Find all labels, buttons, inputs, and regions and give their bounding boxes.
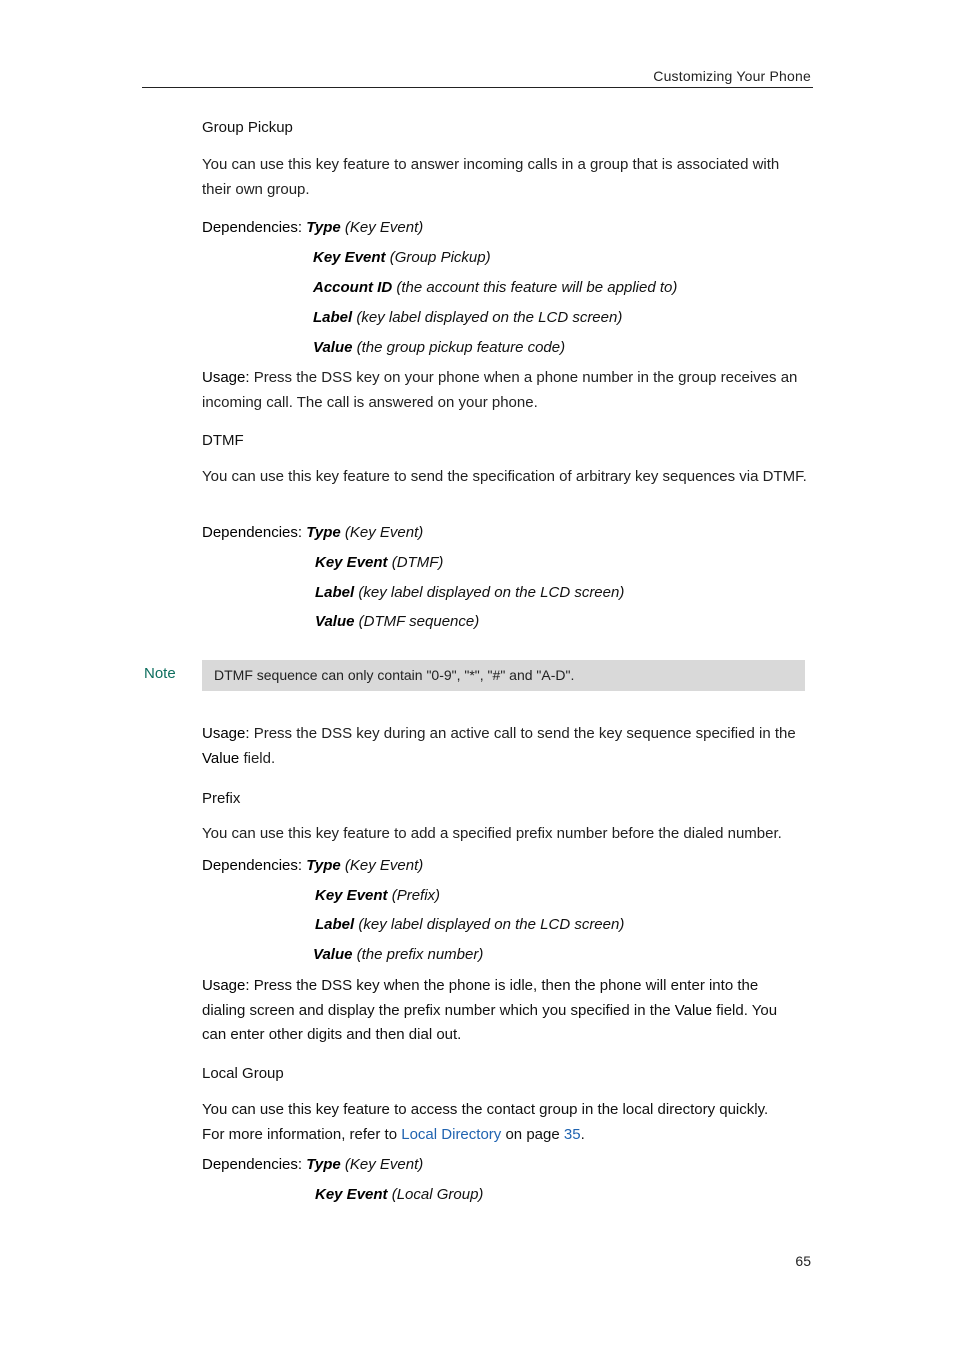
value-field-name: Value xyxy=(202,749,240,767)
dependencies-label: Dependencies: xyxy=(202,219,303,236)
prefix-description: You can use this key feature to add a specified prefix number before the dialed number. xyxy=(202,825,782,842)
local-group-description-line-2 xyxy=(202,1126,585,1143)
dependencies-label: Dependencies: xyxy=(202,857,303,874)
note-text: DTMF sequence can only contain "0-9", "*", "#" and "A-D". xyxy=(214,667,575,683)
dtmf-key-event xyxy=(315,554,443,571)
param-desc: (Key Event) xyxy=(344,524,424,541)
param-desc: (Local Group) xyxy=(391,1186,484,1203)
usage-text: dialing screen and display the prefix number which you specified in the xyxy=(202,1002,671,1019)
param-desc: (key label displayed on the LCD screen) xyxy=(358,584,625,601)
usage-text: Press the DSS key when the phone is idle, then the phone will enter into the xyxy=(253,977,759,994)
param-key: Key Event xyxy=(315,887,388,904)
group-pickup-description: You can use this key feature to answer incoming calls in a group that is associated with their own group. xyxy=(202,156,780,198)
local-group-key-event xyxy=(315,1186,483,1203)
dtmf-label xyxy=(315,584,624,601)
prefix-dependencies xyxy=(202,857,423,874)
param-key: Type xyxy=(306,524,341,541)
prefix-value xyxy=(313,946,483,963)
group-pickup-usage xyxy=(202,366,812,415)
param-key: Type xyxy=(306,857,341,874)
section-heading-local-group: Local Group xyxy=(202,1065,284,1082)
section-heading-group-pickup: Group Pickup xyxy=(202,119,293,136)
param-key: Label xyxy=(315,916,355,933)
param-key: Key Event xyxy=(313,249,386,266)
group-pickup-label xyxy=(313,309,622,326)
usage-text: Press the DSS key during an active call to send the key sequence specified in the xyxy=(253,725,796,742)
running-header: Customizing Your Phone xyxy=(653,68,811,84)
param-key: Value xyxy=(313,339,353,356)
group-pickup-account-id xyxy=(313,279,677,296)
dependencies-label: Dependencies: xyxy=(202,1156,303,1173)
param-desc: (Group Pickup) xyxy=(389,249,491,266)
dtmf-value xyxy=(315,613,479,630)
section-heading-prefix: Prefix xyxy=(202,790,241,807)
param-desc: (key label displayed on the LCD screen) xyxy=(358,916,625,933)
description-text: on page xyxy=(505,1126,560,1143)
param-key: Label xyxy=(315,584,355,601)
usage-text: field. You xyxy=(716,1002,778,1019)
param-key: Value xyxy=(315,613,355,630)
param-key: Type xyxy=(306,219,341,236)
param-key: Key Event xyxy=(315,554,388,571)
page-number: 65 xyxy=(795,1253,811,1269)
param-key: Label xyxy=(313,309,353,326)
param-desc: (Key Event) xyxy=(344,219,424,236)
param-desc: (the account this feature will be applied to) xyxy=(396,279,678,296)
prefix-key-event xyxy=(315,887,440,904)
local-group-description-line-1: You can use this key feature to access the contact group in the local directory quickly. xyxy=(202,1101,769,1118)
group-pickup-dependencies xyxy=(202,219,423,236)
local-directory-link[interactable]: Local Directory xyxy=(401,1126,502,1143)
param-key: Key Event xyxy=(315,1186,388,1203)
usage-label: Usage: xyxy=(202,725,250,742)
param-desc: (DTMF sequence) xyxy=(358,613,480,630)
dtmf-dependencies xyxy=(202,524,423,541)
param-key: Type xyxy=(306,1156,341,1173)
dtmf-description: You can use this key feature to send the specification of arbitrary key sequences via DTMF. xyxy=(202,468,807,485)
value-field-name: Value xyxy=(674,1002,713,1019)
usage-label: Usage: xyxy=(202,977,250,994)
usage-text: Press the DSS key on your phone when a phone number in the group receives an incoming call. The call is answered on your phone. xyxy=(202,369,798,411)
local-group-dependencies xyxy=(202,1156,423,1173)
prefix-usage-line-3: can enter other digits and then dial out. xyxy=(202,1026,462,1043)
prefix-usage-line-1 xyxy=(202,977,758,994)
note-label: Note xyxy=(144,665,176,682)
note-box xyxy=(202,660,805,691)
group-pickup-value xyxy=(313,339,565,356)
prefix-usage-line-2 xyxy=(202,1002,777,1019)
description-text: For more information, refer to xyxy=(202,1126,398,1143)
param-key: Account ID xyxy=(313,279,393,296)
usage-label: Usage: xyxy=(202,369,250,386)
page-ref-link[interactable]: 35 xyxy=(563,1126,581,1143)
dtmf-usage xyxy=(202,722,817,771)
param-desc: (Key Event) xyxy=(344,1156,424,1173)
param-desc: (key label displayed on the LCD screen) xyxy=(356,309,623,326)
usage-text-end: field. xyxy=(243,749,276,767)
param-desc: (the group pickup feature code) xyxy=(356,339,566,356)
period: . xyxy=(580,1126,585,1143)
param-desc: (Prefix) xyxy=(391,887,441,904)
group-pickup-key-event xyxy=(313,249,491,266)
dependencies-label: Dependencies: xyxy=(202,524,303,541)
param-desc: (Key Event) xyxy=(344,857,424,874)
prefix-label xyxy=(315,916,624,933)
header-rule xyxy=(142,87,813,88)
param-desc: (DTMF) xyxy=(391,554,444,571)
param-desc: (the prefix number) xyxy=(356,946,484,963)
section-heading-dtmf: DTMF xyxy=(202,432,244,449)
param-key: Value xyxy=(313,946,353,963)
